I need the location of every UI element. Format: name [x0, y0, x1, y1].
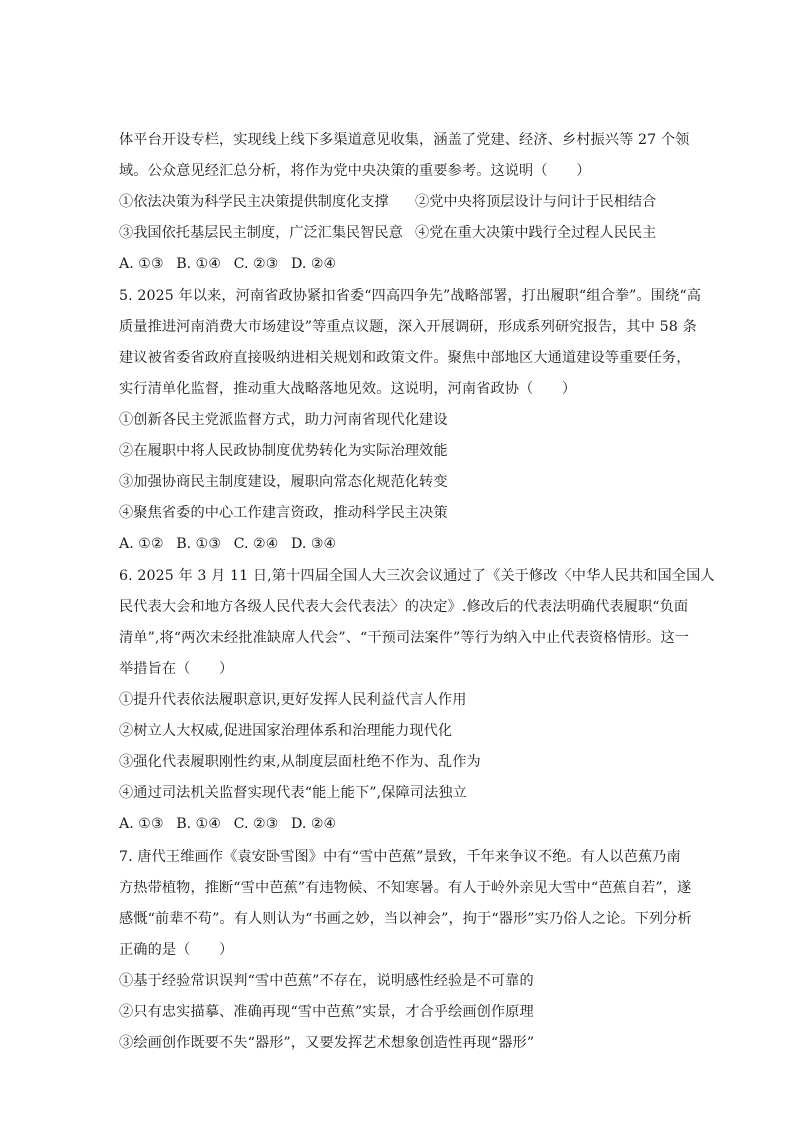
q5-option-3: ③加强协商民主制度建设，履职向常态化规范化转变: [119, 474, 448, 490]
q7-option-2: ②只有忠实描摹、准确再现“雪中芭蕉”实景，才合乎绘画创作原理: [119, 1004, 534, 1020]
q4-option-1: ①依法决策为科学民主决策提供制度化支撑: [119, 194, 389, 210]
q6-stem-line-3: 清单”,将“两次未经批准缺席人代会”、“干预司法案件”等行为纳入中止代表资格情形。这一: [119, 630, 690, 646]
q4-choice-c: C. ②③: [233, 256, 279, 272]
q5-answer-choices: [119, 534, 344, 554]
q7-option-3: ③绘画创作既要不失“器形”，又要发挥艺术想象创造性再现“器形”: [119, 1035, 535, 1051]
q6-choice-a: A. ①③: [119, 816, 164, 832]
q6-choice-b: B. ①④: [176, 816, 222, 832]
q4-stem-line-1: 体平台开设专栏，实现线上线下多渠道意见收集，涵盖了党建、经济、乡村振兴等 27 个领: [119, 132, 690, 148]
q4-option-3: ③我国依托基层民主制度，广泛汇集民智民意: [119, 225, 403, 241]
q4-stem-line-2: 域。公众意见经汇总分析，将作为党中央决策的重要参考。这说明（ ）: [119, 163, 591, 179]
q7-stem-line-3: 感慨“前辈不苟”。有人则认为“书画之妙，当以神会”，拘于“器形”实乃俗人之论。下列分析: [119, 911, 692, 927]
q6-choice-c: C. ②③: [233, 816, 279, 832]
q4-option-2: ②党中央将顶层设计与问计于民相结合: [415, 194, 657, 210]
q5-stem-line-3: 建议被省委省政府直接吸纳进相关规划和政策文件。聚焦中部地区大通道建设等重要任务，: [119, 350, 691, 366]
q4-choice-b: B. ①④: [176, 256, 222, 272]
q5-choice-c: C. ②④: [233, 536, 279, 552]
q6-option-2: ②树立人大权威,促进国家治理体系和治理能力现代化: [119, 723, 453, 739]
q6-option-1: ①提升代表依法履职意识,更好发挥人民利益代言人作用: [119, 692, 467, 708]
q4-answer-choices: [119, 254, 344, 274]
q6-choice-d: D. ②④: [290, 816, 337, 832]
q5-choice-a: A. ①②: [119, 536, 164, 552]
q7-stem-line-2: 方热带植物，推断“雪中芭蕉”有违物候、不知寒暑。有人于岭外亲见大雪中“芭蕉自若”，遂: [119, 880, 692, 896]
q5-option-4: ④聚焦省委的中心工作建言资政，推动科学民主决策: [119, 505, 448, 521]
q6-answer-choices: [119, 814, 344, 834]
q7-stem-line-4: 正确的是（ ）: [119, 942, 234, 958]
q5-stem-line-4: 实行清单化监督，推动重大战略落地见效。这说明，河南省政协（ ）: [119, 381, 577, 397]
q5-stem-line-2: 质量推进河南消费大市场建设”等重点议题，深入开展调研，形成系列研究报告，其中 58 条: [119, 319, 697, 335]
q4-choice-a: A. ①③: [119, 256, 164, 272]
q6-option-3: ③强化代表履职刚性约束,从制度层面杜绝不作为、乱作为: [119, 754, 481, 770]
q7-option-1: ①基于经验常识误判“雪中芭蕉”不存在，说明感性经验是不可靠的: [119, 973, 534, 989]
q6-option-4: ④通过司法机关监督实现代表“能上能下”,保障司法独立: [119, 785, 467, 801]
q6-stem-line-1: 6. 2025 年 3 月 11 日,第十四届全国人大三次会议通过了《关于修改〈中华人民共和国全国人: [119, 568, 715, 584]
q5-choice-d: D. ③④: [290, 536, 337, 552]
q6-stem-line-4: 举措旨在（ ）: [119, 661, 234, 677]
q4-options-row-1: [119, 192, 657, 212]
q4-options-row-2: [119, 223, 657, 243]
q7-stem-line-1: 7. 唐代王维画作《袁安卧雪图》中有“雪中芭蕉”景致，千年来争议不绝。有人以芭蕉乃南: [119, 849, 681, 865]
q5-choice-b: B. ①③: [176, 536, 222, 552]
q4-option-4: ④党在重大决策中践行全过程人民民主: [415, 225, 657, 241]
q5-option-1: ①创新各民主党派监督方式，助力河南省现代化建设: [119, 412, 448, 428]
q4-choice-d: D. ②④: [290, 256, 337, 272]
q5-option-2: ②在履职中将人民政协制度优势转化为实际治理效能: [119, 443, 448, 459]
q6-stem-line-2: 民代表大会和地方各级人民代表大会代表法〉的决定》.修改后的代表法明确代表履职“负面: [119, 599, 689, 615]
q5-stem-line-1: 5. 2025 年以来，河南省政协紧扣省委“四高四争先”战略部署，打出履职“组合拳”。围绕“高: [119, 288, 702, 304]
